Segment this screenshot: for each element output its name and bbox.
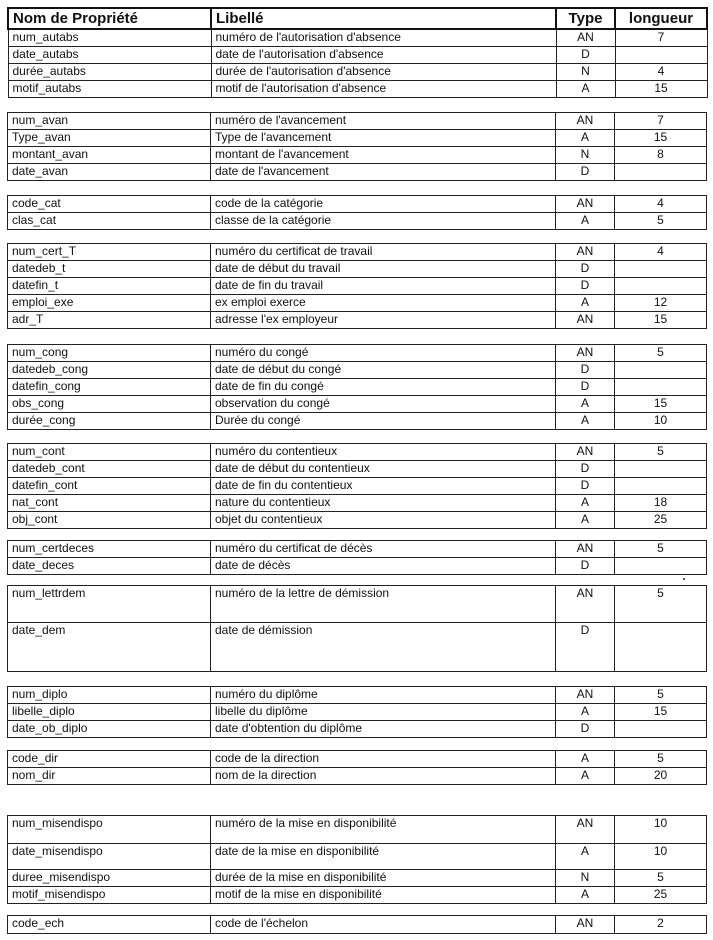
- type-cell: N: [556, 147, 615, 164]
- label-cell: durée de la mise en disponibilité: [211, 870, 556, 887]
- type-cell: A: [556, 495, 615, 512]
- label-cell: date de début du travail: [211, 261, 556, 278]
- length-cell: 4: [615, 244, 707, 261]
- length-cell: 10: [615, 844, 707, 870]
- table-row: [8, 721, 707, 738]
- length-cell: 20: [615, 768, 707, 785]
- length-cell: [615, 721, 707, 738]
- length-cell: 4: [615, 63, 707, 80]
- type-cell: A: [556, 396, 615, 413]
- length-cell: 25: [615, 512, 707, 529]
- table-row: [8, 261, 707, 278]
- length-cell: 15: [615, 312, 707, 329]
- label-cell: numéro du diplôme: [211, 687, 556, 704]
- table-header-row: [8, 8, 707, 29]
- label-cell: montant de l'avancement: [211, 147, 556, 164]
- type-cell: D: [556, 164, 615, 181]
- property-name-cell: num_misendispo: [8, 816, 211, 844]
- length-cell: 8: [615, 147, 707, 164]
- type-cell: A: [556, 844, 615, 870]
- property-name-cell: adr_T: [8, 312, 211, 329]
- property-name-cell: datedeb_cont: [8, 461, 211, 478]
- type-cell: A: [556, 887, 615, 904]
- length-cell: 5: [615, 687, 707, 704]
- table-row: [8, 130, 707, 147]
- property-name-cell: obj_cont: [8, 512, 211, 529]
- property-name-cell: num_autabs: [8, 29, 211, 46]
- length-cell: 10: [615, 816, 707, 844]
- table-row: [8, 444, 707, 461]
- length-cell: 18: [615, 495, 707, 512]
- header-type: Type: [556, 8, 615, 29]
- table-row: [8, 704, 707, 721]
- type-cell: A: [556, 704, 615, 721]
- type-cell: D: [556, 261, 615, 278]
- label-cell: ex emploi exerce: [211, 295, 556, 312]
- property-name-cell: libelle_diplo: [8, 704, 211, 721]
- type-cell: A: [556, 213, 615, 230]
- length-cell: [615, 164, 707, 181]
- type-cell: D: [556, 362, 615, 379]
- table-row: [8, 345, 707, 362]
- type-cell: AN: [556, 345, 615, 362]
- property-name-cell: nat_cont: [8, 495, 211, 512]
- label-cell: motif de l'autorisation d'absence: [211, 80, 556, 97]
- property-name-cell: num_avan: [8, 113, 211, 130]
- length-cell: 10: [615, 413, 707, 430]
- property-name-cell: date_autabs: [8, 46, 211, 63]
- type-cell: N: [556, 63, 615, 80]
- table-row: [8, 147, 707, 164]
- property-name-cell: datedeb_cong: [8, 362, 211, 379]
- type-cell: AN: [556, 816, 615, 844]
- type-cell: AN: [556, 29, 615, 46]
- label-cell: durée de l'autorisation d'absence: [211, 63, 556, 80]
- table-row: [8, 29, 707, 46]
- label-cell: motif de la mise en disponibilité: [211, 887, 556, 904]
- property-name-cell: datefin_cong: [8, 379, 211, 396]
- property-group-table: [7, 750, 707, 785]
- length-cell: [615, 558, 707, 575]
- length-cell: 7: [615, 113, 707, 130]
- property-name-cell: nom_dir: [8, 768, 211, 785]
- property-name-cell: obs_cong: [8, 396, 211, 413]
- table-row: [8, 63, 707, 80]
- property-name-cell: num_certdeces: [8, 541, 211, 558]
- table-row: [8, 768, 707, 785]
- label-cell: date d'obtention du diplôme: [211, 721, 556, 738]
- property-name-cell: motif_misendispo: [8, 887, 211, 904]
- label-cell: numéro de l'autorisation d'absence: [211, 29, 556, 46]
- label-cell: nature du contentieux: [211, 495, 556, 512]
- table-row: [8, 623, 707, 672]
- label-cell: date de décès: [211, 558, 556, 575]
- table-row: [8, 164, 707, 181]
- length-cell: 5: [615, 444, 707, 461]
- label-cell: numéro du contentieux: [211, 444, 556, 461]
- property-name-cell: code_dir: [8, 751, 211, 768]
- type-cell: A: [556, 751, 615, 768]
- property-group-table: [7, 915, 707, 934]
- label-cell: numéro du certificat de décès: [211, 541, 556, 558]
- type-cell: A: [556, 413, 615, 430]
- property-name-cell: date_dem: [8, 623, 211, 672]
- length-cell: 5: [615, 751, 707, 768]
- length-cell: 15: [615, 80, 707, 97]
- label-cell: classe de la catégorie: [211, 213, 556, 230]
- type-cell: AN: [556, 916, 615, 934]
- type-cell: D: [556, 379, 615, 396]
- type-cell: D: [556, 278, 615, 295]
- property-name-cell: num_cert_T: [8, 244, 211, 261]
- type-cell: N: [556, 870, 615, 887]
- property-group-table: [7, 195, 707, 230]
- type-cell: D: [556, 721, 615, 738]
- type-cell: D: [556, 623, 615, 672]
- type-cell: D: [556, 46, 615, 63]
- table-row: [8, 916, 707, 934]
- label-cell: observation du congé: [211, 396, 556, 413]
- type-cell: A: [556, 80, 615, 97]
- table-row: [8, 113, 707, 130]
- header-property-name: Nom de Propriété: [8, 8, 211, 29]
- table-row: [8, 461, 707, 478]
- label-cell: date de fin du contentieux: [211, 478, 556, 495]
- property-group-table: [7, 686, 707, 738]
- property-name-cell: num_lettrdem: [8, 586, 211, 623]
- type-cell: A: [556, 512, 615, 529]
- table-row: [8, 196, 707, 213]
- type-cell: A: [556, 130, 615, 147]
- property-name-cell: datedeb_t: [8, 261, 211, 278]
- label-cell: adresse l'ex employeur: [211, 312, 556, 329]
- length-cell: [615, 362, 707, 379]
- length-cell: 2: [615, 916, 707, 934]
- label-cell: Type de l'avancement: [211, 130, 556, 147]
- table-row: [8, 586, 707, 623]
- header-length: longueur: [615, 8, 707, 29]
- label-cell: numéro du certificat de travail: [211, 244, 556, 261]
- type-cell: D: [556, 461, 615, 478]
- length-cell: 12: [615, 295, 707, 312]
- length-cell: [615, 278, 707, 295]
- type-cell: AN: [556, 586, 615, 623]
- label-cell: Durée du congé: [211, 413, 556, 430]
- type-cell: AN: [556, 541, 615, 558]
- label-cell: date de la mise en disponibilité: [211, 844, 556, 870]
- property-name-cell: num_cont: [8, 444, 211, 461]
- type-cell: AN: [556, 244, 615, 261]
- length-cell: [615, 379, 707, 396]
- property-name-cell: Type_avan: [8, 130, 211, 147]
- property-name-cell: date_deces: [8, 558, 211, 575]
- property-group-table: [7, 112, 707, 181]
- table-row: [8, 687, 707, 704]
- table-row: [8, 541, 707, 558]
- label-cell: code de l'échelon: [211, 916, 556, 934]
- table-row: [8, 295, 707, 312]
- length-cell: 5: [615, 870, 707, 887]
- length-cell: 15: [615, 704, 707, 721]
- length-cell: [615, 623, 707, 672]
- label-cell: objet du contentieux: [211, 512, 556, 529]
- property-name-cell: emploi_exe: [8, 295, 211, 312]
- table-row: [8, 80, 707, 97]
- table-row: [8, 244, 707, 261]
- table-row: [8, 396, 707, 413]
- type-cell: AN: [556, 312, 615, 329]
- length-cell: 25: [615, 887, 707, 904]
- property-name-cell: datefin_cont: [8, 478, 211, 495]
- label-cell: libelle du diplôme: [211, 704, 556, 721]
- label-cell: numéro de la mise en disponibilité: [211, 816, 556, 844]
- length-cell: [615, 461, 707, 478]
- length-cell: [615, 261, 707, 278]
- label-cell: date de l'avancement: [211, 164, 556, 181]
- type-cell: AN: [556, 687, 615, 704]
- length-cell: 5: [615, 541, 707, 558]
- table-row: [8, 379, 707, 396]
- label-cell: date de démission: [211, 623, 556, 672]
- type-cell: D: [556, 478, 615, 495]
- table-row: [8, 362, 707, 379]
- table-row: [8, 558, 707, 575]
- table-row: [8, 816, 707, 844]
- length-cell: 7: [615, 29, 707, 46]
- length-cell: [615, 478, 707, 495]
- length-cell: 15: [615, 130, 707, 147]
- property-group-table: [7, 344, 707, 430]
- table-row: [8, 478, 707, 495]
- table-row: [8, 413, 707, 430]
- length-cell: 5: [615, 213, 707, 230]
- table-row: [8, 46, 707, 63]
- type-cell: A: [556, 295, 615, 312]
- property-name-cell: code_ech: [8, 916, 211, 934]
- label-cell: code de la catégorie: [211, 196, 556, 213]
- type-cell: AN: [556, 444, 615, 461]
- table-row: [8, 844, 707, 870]
- property-name-cell: duree_misendispo: [8, 870, 211, 887]
- property-group-table: [7, 243, 707, 329]
- type-cell: A: [556, 768, 615, 785]
- label-cell: date de début du contentieux: [211, 461, 556, 478]
- property-name-cell: num_diplo: [8, 687, 211, 704]
- type-cell: AN: [556, 196, 615, 213]
- property-group-table: [7, 443, 707, 529]
- label-cell: nom de la direction: [211, 768, 556, 785]
- table-row: [8, 312, 707, 329]
- property-group-table: [7, 585, 707, 672]
- length-cell: 4: [615, 196, 707, 213]
- table-row: [8, 887, 707, 904]
- length-cell: 5: [615, 345, 707, 362]
- property-name-cell: durée_cong: [8, 413, 211, 430]
- property-group-table: [7, 540, 707, 575]
- property-name-cell: date_avan: [8, 164, 211, 181]
- property-name-cell: date_ob_diplo: [8, 721, 211, 738]
- property-group-table: [7, 7, 708, 98]
- label-cell: date de l'autorisation d'absence: [211, 46, 556, 63]
- label-cell: date de début du congé: [211, 362, 556, 379]
- property-name-cell: datefin_t: [8, 278, 211, 295]
- property-name-cell: durée_autabs: [8, 63, 211, 80]
- table-row: [8, 278, 707, 295]
- table-row: [8, 870, 707, 887]
- label-cell: numéro de l'avancement: [211, 113, 556, 130]
- property-name-cell: num_cong: [8, 345, 211, 362]
- type-cell: D: [556, 558, 615, 575]
- property-group-table: [7, 815, 707, 904]
- table-row: [8, 495, 707, 512]
- header-label: Libellé: [211, 8, 556, 29]
- property-name-cell: motif_autabs: [8, 80, 211, 97]
- table-row: [8, 751, 707, 768]
- length-cell: [615, 46, 707, 63]
- type-cell: AN: [556, 113, 615, 130]
- scan-speck: [683, 578, 685, 580]
- label-cell: code de la direction: [211, 751, 556, 768]
- label-cell: numéro de la lettre de démission: [211, 586, 556, 623]
- table-row: [8, 512, 707, 529]
- property-name-cell: clas_cat: [8, 213, 211, 230]
- property-name-cell: code_cat: [8, 196, 211, 213]
- label-cell: date de fin du congé: [211, 379, 556, 396]
- property-name-cell: date_misendispo: [8, 844, 211, 870]
- length-cell: 5: [615, 586, 707, 623]
- length-cell: 15: [615, 396, 707, 413]
- property-name-cell: montant_avan: [8, 147, 211, 164]
- label-cell: date de fin du travail: [211, 278, 556, 295]
- label-cell: numéro du congé: [211, 345, 556, 362]
- table-row: [8, 213, 707, 230]
